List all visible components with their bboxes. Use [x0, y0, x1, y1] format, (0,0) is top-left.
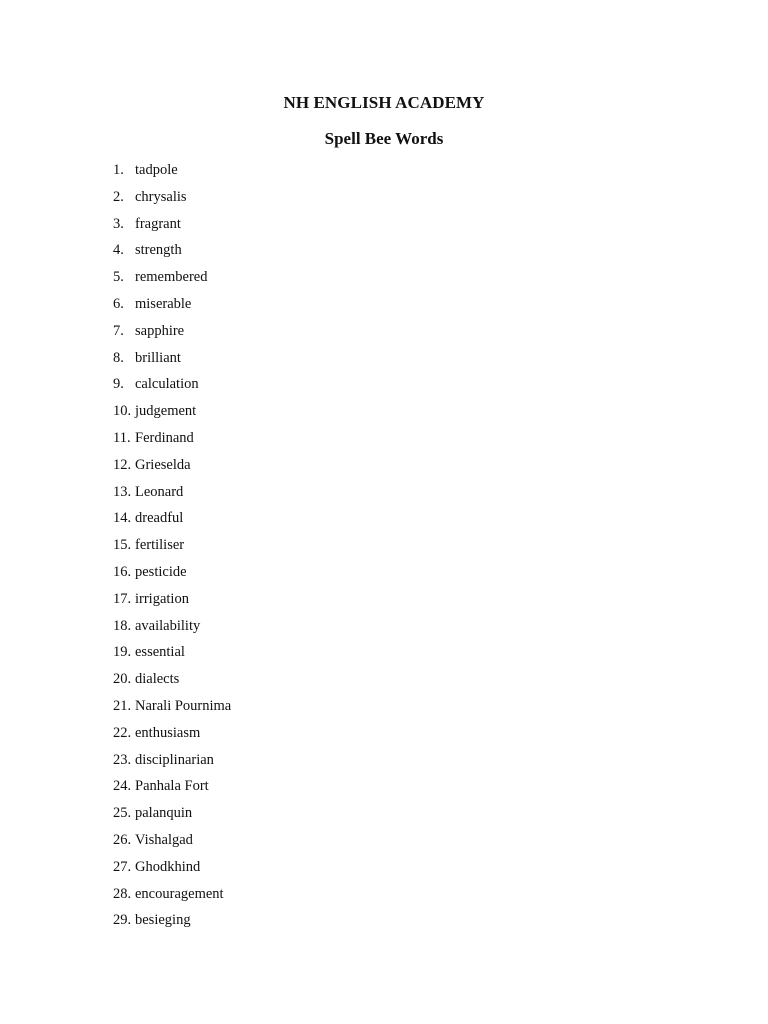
word-list-item [113, 723, 231, 750]
word-number: 23. [113, 751, 132, 768]
word-list-item [113, 562, 231, 589]
word-list-item [113, 669, 231, 696]
word-number: 7. [113, 322, 124, 339]
word-list-item [113, 160, 231, 187]
word-list-item [113, 482, 231, 509]
word-text: miserable [135, 295, 192, 312]
word-text: fragrant [135, 215, 181, 232]
word-text: Panhala Fort [135, 778, 209, 795]
word-number: 3. [113, 215, 124, 232]
word-list-item [113, 214, 231, 241]
word-list-item [113, 884, 231, 911]
word-number: 14. [113, 510, 132, 527]
word-list-item [113, 294, 231, 321]
word-text: Ferdinand [135, 429, 194, 446]
word-text: Vishalgad [135, 831, 193, 848]
word-text: pesticide [135, 563, 187, 580]
word-list-item [113, 589, 231, 616]
word-number: 25. [113, 805, 132, 822]
word-list-item [113, 535, 231, 562]
word-text: palanquin [135, 805, 193, 822]
word-text: Ghodkhind [135, 858, 201, 875]
word-text: availability [135, 617, 201, 634]
word-number: 18. [113, 617, 132, 634]
word-text: essential [135, 644, 185, 661]
page-subtitle: Spell Bee Words [324, 129, 444, 148]
word-text: Leonard [135, 483, 184, 500]
word-list-item [113, 857, 231, 884]
word-list-item [113, 803, 231, 830]
word-list-item [113, 830, 231, 857]
word-text: brilliant [135, 349, 181, 366]
word-list-item [113, 321, 231, 348]
page-title: NH ENGLISH ACADEMY [283, 93, 485, 112]
word-text: besieging [135, 912, 191, 929]
word-list-item [113, 776, 231, 803]
word-text: irrigation [135, 590, 189, 607]
word-number: 15. [113, 537, 132, 554]
word-number: 20. [113, 671, 132, 688]
word-number: 5. [113, 269, 124, 286]
word-list-item [113, 910, 231, 937]
word-number: 28. [113, 885, 132, 902]
word-number: 12. [113, 456, 132, 473]
word-number: 16. [113, 563, 132, 580]
word-text: tadpole [135, 162, 178, 178]
word-number: 2. [113, 188, 124, 205]
word-number: 13. [113, 483, 132, 500]
word-list-item [113, 455, 231, 482]
spelling-word-list [113, 160, 231, 937]
word-number: 6. [113, 295, 124, 312]
word-text: enthusiasm [135, 724, 201, 741]
word-text: remembered [135, 269, 208, 286]
word-list-item [113, 374, 231, 401]
word-list-item [113, 187, 231, 214]
word-text: encouragement [135, 885, 224, 902]
word-text: Narali Pournima [135, 697, 232, 714]
word-text: dialects [135, 671, 180, 688]
word-number: 29. [113, 912, 132, 929]
word-text: dreadful [135, 510, 184, 527]
word-number: 19. [113, 644, 132, 661]
word-text: chrysalis [135, 188, 187, 205]
word-list-item [113, 348, 231, 375]
word-list-item [113, 696, 231, 723]
word-text: disciplinarian [135, 751, 214, 768]
word-number: 24. [113, 778, 132, 795]
word-number: 11. [113, 429, 131, 446]
word-list-item [113, 508, 231, 535]
word-text: Grieselda [135, 456, 191, 473]
word-text: strength [135, 242, 182, 259]
word-number: 9. [113, 376, 124, 393]
word-number: 10. [113, 403, 132, 420]
word-list-item [113, 401, 231, 428]
word-text: fertiliser [135, 537, 185, 554]
word-number: 21. [113, 697, 132, 714]
word-list-item [113, 428, 231, 455]
word-list-item [113, 240, 231, 267]
word-list-item [113, 642, 231, 669]
word-list-item [113, 267, 231, 294]
word-list-item [113, 750, 231, 777]
word-number: 17. [113, 590, 132, 607]
word-text: judgement [135, 403, 197, 420]
word-text: sapphire [135, 322, 185, 339]
word-text: calculation [135, 376, 199, 393]
word-number: 27. [113, 858, 132, 875]
word-number: 4. [113, 242, 124, 259]
word-list-item [113, 616, 231, 643]
word-number: 26. [113, 831, 132, 848]
word-number: 8. [113, 349, 124, 366]
word-number: 1. [113, 162, 124, 178]
word-number: 22. [113, 724, 132, 741]
